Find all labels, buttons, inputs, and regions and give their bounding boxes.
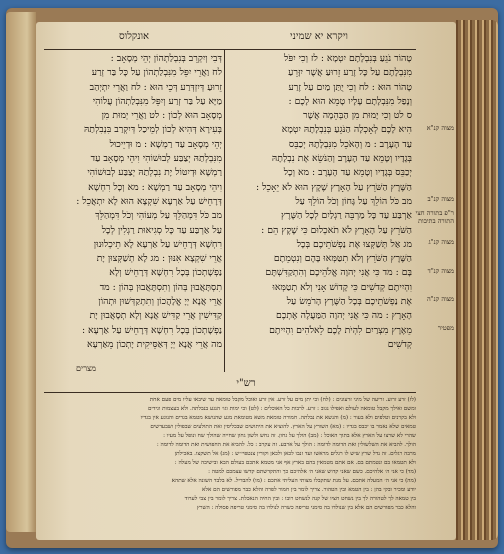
book-heading: ויקרא יא שמיני	[290, 31, 348, 42]
rashi-line: יודע ומכיר ובקי בהן : בין הטמא ובין הטהור. צריך לומר בין חמור לפרה והלא כבר מפורשים הם אלא	[201, 487, 416, 493]
rashi-line: הולך. להביא את השלשולין ואת הדומה לדומה : הולך על ארבע. זה עקרב : כל. להביא את החפושית ואת הדומה לדומה :	[156, 442, 416, 448]
rashi-rule	[44, 392, 416, 393]
torah-line: מִנִּבְלָתָם עַל כָּל זֶרַע זֵרוּעַ אֲשֶׁר יִזָּרֵעַ	[288, 67, 412, 79]
targum-line: לח וַאֲרֵי יִפֵּל מִנִּבְלַתְהוֹן עַל כָּל בַּר זְרַע	[91, 67, 222, 79]
rashi-line: (לז) זרע זרוע. זריעה של מיני זרעונים : (לח) וכי יתן מים על זרע. אין זרע ואוכל מקבל טומאה עד שיבאו עליו מים פעם אחת	[149, 397, 416, 403]
targum-line: יְהֵי מְסָאָב עַד רַמְשָׁא : מ וּדְיֵיכוּל	[109, 138, 222, 150]
targum-line: וִיהֵי מְסָאָב עַד רַמְשָׁא : מא וְכָל רִחְשָׁא	[88, 181, 222, 193]
rashi-line: בין טמאה לך לטהורה לך בין נשחט חציו של קנה לנשחט רובו : ובין החיה הנאכלת. צריך לומר בין צבי לערוד	[184, 496, 416, 502]
rashi-line: ולא תטמאו בם ונטמתם בם. אם אתם מטמאין בהם בארץ אף אני מטמא אתכם בעולם הבא ובישיבה של מעלה :	[174, 460, 416, 466]
targum-line: מַיָּא עַל בַּר זְרַע וְיִפֵּל מִנִּבְלַתְהוֹן עֲלוֹהִי	[92, 95, 222, 107]
torah-line: הַשֶּׁרֶץ הַשֹּׁרֵץ וְלֹא תִטַּמְּאוּ בָּהֶם וְנִטְמֵתֶם	[273, 253, 412, 265]
rashi-line: ולא בקרנים וטלפים ולא בעור : (מ) והנשא את נבלתה. חמורה טומאת משא מטומאת מגע שהנושא מטמא בגדים והנוגע אין בגדיו	[140, 415, 416, 421]
torah-line: בָּם : מד כִּי אֲנִי יְהוָה אֱלֹהֵיכֶם וְהִתְקַדִּשְׁתֶּם	[265, 267, 412, 279]
torah-line: אֶת נַפְשֹׁתֵיכֶם בְּכָל הַשֶּׁרֶץ הָרֹמֵשׂ עַל	[286, 296, 412, 308]
rashi-line: שהרי לא שרצו על הארץ אלא בתוך האוכל : (מב) הולך על גחון. זה נחש ולשון גחון שחייה שהולך שח ונופל על מעיו :	[163, 433, 416, 439]
book-page	[36, 22, 456, 540]
targum-line: מִנִּבְלְתַהּ יְצַבַּע לְבוּשׁוֹהִי וִיהֵי מְסָאָב עַד	[90, 153, 222, 165]
targum-text-column	[46, 52, 222, 352]
rashi-line: טמאים שלא נאמר בו יכבס בגדיו : (מא) השורץ על הארץ. להוציא את היתושים שבכליסין ואת התולעים שבפולין ושבעדשים	[150, 424, 416, 430]
targum-line: דְּבִי וְיִקְרֵב בְּנִבְלַתְהוֹן יְהֵי מְסָאָב :	[110, 53, 222, 64]
torah-line: בְּגָדָיו וְטָמֵא עַד הָעָרֶב וְהַנֹּשֵׂא אֶת נִבְלָתָהּ	[271, 153, 412, 165]
footer-word: מצרים	[76, 364, 96, 373]
targum-line: אֲרֵי שִׁקְצָא אִנּוּן : מג לָא תְשַׁקְּצוּן יָת	[96, 253, 222, 265]
targum-line: רַמְשָׁא וּדְיִטּוֹל יָת נִבְלְתַהּ יְצַבַּע לְבוּשׁוֹהִי	[87, 167, 222, 179]
torah-line: מב כֹּל הוֹלֵךְ עַל גָּחוֹן וְכֹל הוֹלֵךְ עַל	[295, 195, 412, 207]
targum-line: אֲרֵי אֲנָא יְיָ אֱלָהֲכוֹן וְתִתְקַדְּשׁוּן וּתְהוֹן	[98, 296, 222, 308]
targum-line: רִחְשָׁא דְּרָחֵישׁ עַל אַרְעָא לָא תֵיכְלוּנוּן	[93, 238, 222, 250]
rashi-commentary	[46, 396, 416, 513]
targum-line: קַדִּישִׁין אֲרֵי קַדִּישׁ אֲנָא וְלָא תְסָאֲבוּן יָת	[89, 310, 222, 322]
left-page-edge	[6, 12, 36, 532]
torah-line: וְנָפַל מִנִּבְלָתָם עָלָיו טָמֵא הוּא לָכֶם :	[288, 95, 412, 107]
rashi-line: (מה) כי אני ה׳ המעלה אתכם. על מנת שתקבלו מצותי העליתי אתכם : (מו) להבדיל. לא בלבד השונה אלא שתהא	[171, 478, 416, 484]
rashi-line: והלא כבר מפורשים הם אלא בין שנולדו בה סימני טריפה כשרה לנולדו בה סימני טריפה פסולה : השרץ	[196, 505, 416, 511]
torah-line: מֵאֶרֶץ מִצְרַיִם לִהְיֹת לָכֶם לֵאלֹהִים וִהְיִיתֶם	[269, 324, 412, 336]
torah-line: וִהְיִיתֶם קְדֹשִׁים כִּי קָדוֹשׁ אָנִי וְלֹא תְטַמְּאוּ	[272, 281, 412, 293]
rashi-heading: רש"י	[236, 378, 256, 389]
torah-line: קְדֹשִׁים	[387, 338, 412, 350]
book-spine	[456, 20, 498, 540]
margin-note: מצוה קנ"ב	[427, 195, 454, 203]
column-divider	[224, 50, 225, 372]
targum-line: זֵרוּעַ דְּיִזְדְּרַע דְּכֵי הוּא : לח וַאֲרֵי יִתְיְהַב	[89, 81, 222, 93]
targum-line: נַפְשָׁתְכוֹן בְּכָל רִחְשָׁא דְּרָחֵישׁ עַל אַרְעָא :	[81, 324, 222, 336]
book	[6, 8, 498, 548]
torah-line: טָהוֹר נֹגֵעַ בְּנִבְלָתָם יִטְמָא : לז וְכִי יִפֹּל	[284, 53, 412, 64]
targum-line: דְּרָחֵישׁ עַל אַרְעָא שִׁקְצָא הוּא לָא יִתְאֲכֵל :	[76, 195, 222, 207]
margin-note: מפטיר	[437, 323, 454, 332]
torah-text-column	[228, 52, 412, 352]
torah-line: הִיא לָכֶם לְאָכְלָה הַנֹּגֵעַ בְּנִבְלָתָהּ יִטְמָא	[281, 124, 412, 136]
torah-line: הָאָרֶץ : מה כִּי אֲנִי יְהוָה הַמַּעֲלֶה אֶתְכֶם	[276, 310, 412, 322]
margin-note: מצוה קנ"ד	[427, 266, 454, 275]
targum-line: עַל אַרְבַּע עַד כָּל סְגִיאוּת רַגְלִין לְכָל	[101, 224, 222, 236]
torah-line: עַד הָעָרֶב : מ וְהָאֹכֵל מִנִּבְלָתָהּ יְכַבֵּס	[288, 138, 412, 150]
targum-line: בְּעִירָא דְּהִיא לְכוֹן לְמֵיכַל דְּיִקְרַב בִּנְבִלְתַהּ	[83, 124, 222, 136]
targum-line: נַפְשָׁתְכוֹן בְּכָל רִחְשָׁא דְּרָחֵישׁ וְלָא	[109, 267, 222, 279]
rashi-line: (מד) כי אני ה׳ אלהיכם. כשם שאני קדוש שאני ה׳ אלהיכם כך והתקדשתם קדשו עצמכם למטה :	[208, 469, 416, 475]
rashi-line: מרבה רגלים. זה נדל שרץ שיש לו רגלים מראשו ועד זנבו לכאן ולכאן וקורין צנטפיי״ש : (מג) אל תשקצו. באכילתן	[174, 451, 416, 457]
torah-line: אַרְבַּע עַד כָּל מַרְבֵּה רַגְלַיִם לְכָל הַשֶּׁרֶץ	[281, 210, 412, 222]
targum-line: מה אֲרֵי אֲנָא יְיָ דְּאַסֵּיקִית יָתְכוֹן מֵאַרְעָא	[87, 338, 222, 350]
torah-line: מג אַל תְּשַׁקְּצוּ אֶת נַפְשֹׁתֵיכֶם בְּכָל	[296, 238, 412, 250]
targum-line: מב כֹּל דִּמְהַלֵּךְ עַל מְעוֹהִי וְכֹל דִּמְהַלֵּךְ	[95, 210, 222, 222]
torah-line: הַשֶּׁרֶץ הַשֹּׁרֵץ עַל הָאָרֶץ שֶׁקֶץ הוּא לֹא יֵאָכֵל :	[256, 181, 412, 193]
targum-line: מְסָאָב הוּא לְכוֹן : לט וַאֲרֵי יְמוּת מִן	[101, 110, 222, 122]
margin-note: מצוה קנ"ה	[426, 295, 454, 304]
header-rule	[44, 49, 416, 50]
rashi-line: ומשם ואילך מקבל טומאה לעולם ואפילו נגוב : זרע. לרבות כל האוכלים : (לט) וכי ימות וגו׳ הנגע בנבלתה. ולא בעצמות וגידים	[147, 406, 416, 412]
torah-line: ס לט וְכִי יָמוּת מִן הַבְּהֵמָה אֲשֶׁר	[303, 110, 412, 122]
torah-line: הַשֹּׁרֵץ עַל הָאָרֶץ לֹא תֹאכְלוּם כִּי שֶׁקֶץ הֵם :	[261, 224, 412, 236]
onkelos-heading: אונקלוס	[118, 31, 150, 42]
torah-line: יְכַבֵּס בְּגָדָיו וְטָמֵא עַד הָעָרֶב : מא וְכָל	[283, 167, 412, 179]
margin-note: מצוה קנ"ג	[428, 237, 454, 246]
margin-note: ר"פ בתורה חצי התורה בתיבות	[415, 209, 454, 226]
margin-note: מצוה קנ"א	[426, 123, 454, 132]
torah-line: טָהוֹר הוּא : לח וְכִי יֻתַּן מַיִם עַל זֶרַע	[288, 81, 412, 93]
targum-line: תִסְתָּאֲבוּן בְּהוֹן וְתִסְתָּאֲבוּן בְּהוֹן : מד	[99, 281, 222, 293]
